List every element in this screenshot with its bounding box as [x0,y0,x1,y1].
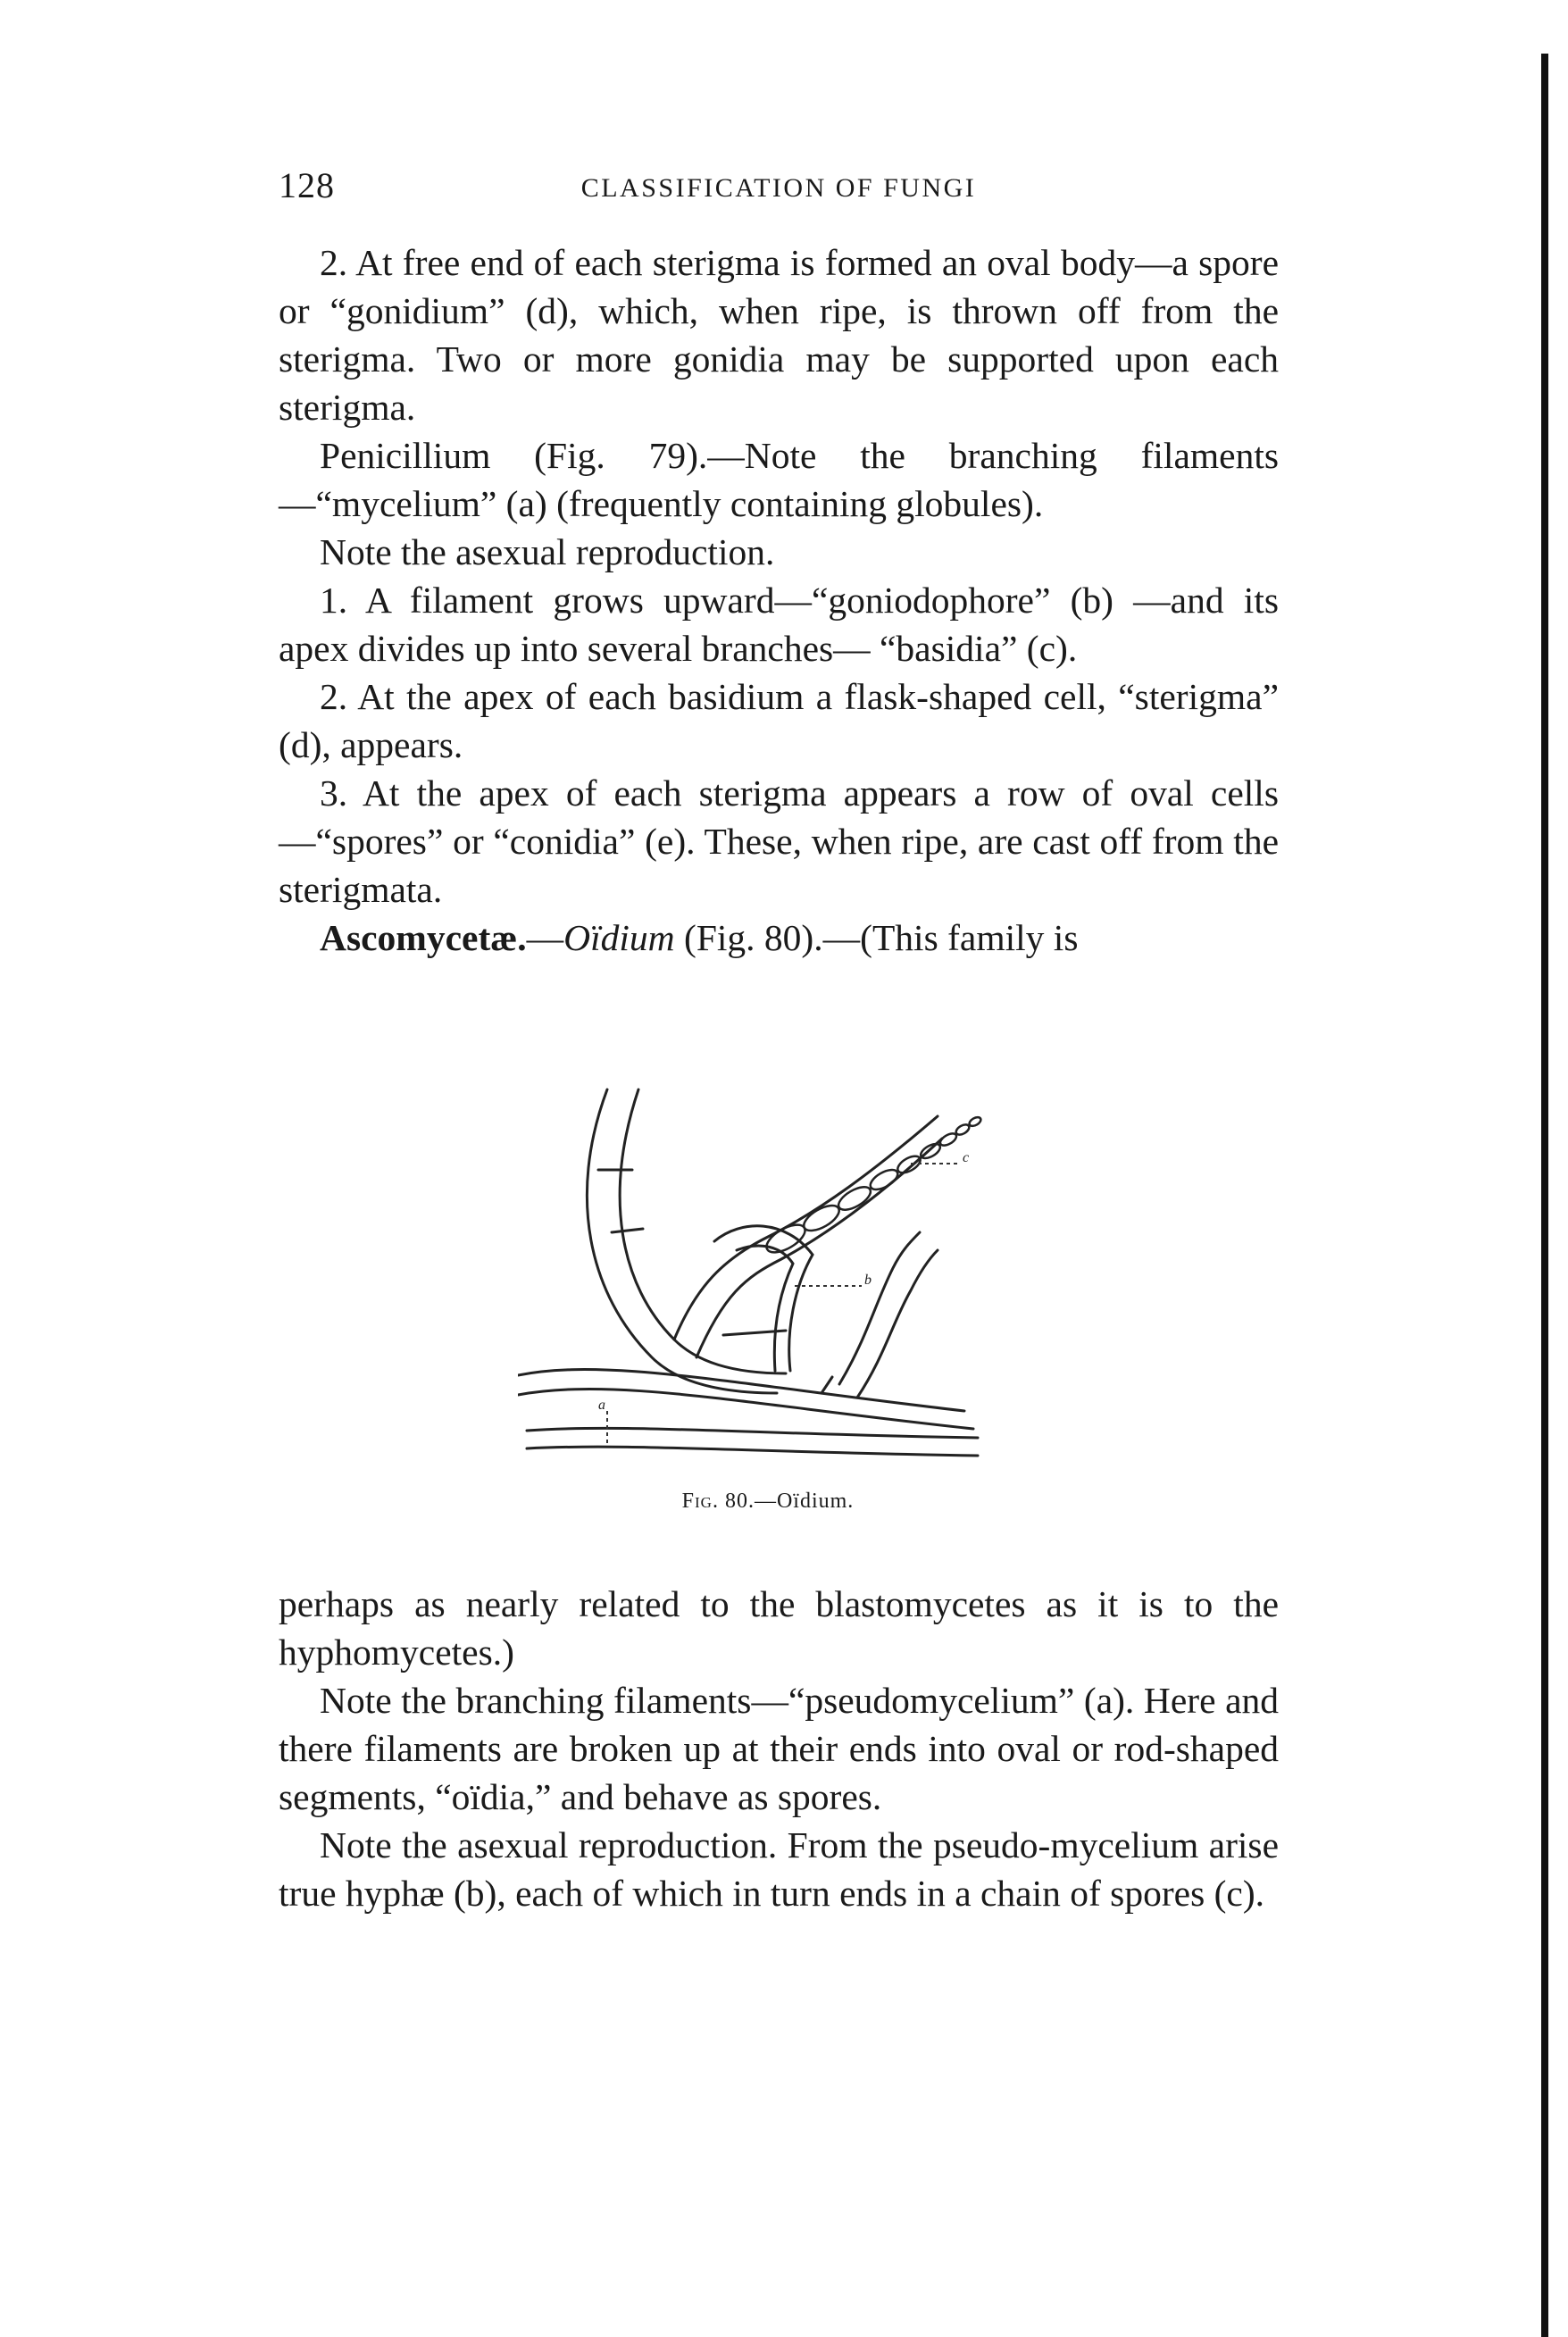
caption-title: —Oïdium. [754,1490,855,1513]
spore-chain-segment [835,1182,874,1214]
ascomycetae-dash: — [526,917,564,958]
spore-chain-segment [955,1123,971,1137]
hypha-base-1 [527,1428,978,1438]
ascomycetae-rest: (Fig. 80).—(This family is [674,917,1079,958]
septum-2 [612,1229,643,1232]
hypha-branch-upper [674,1116,938,1340]
paragraph-goniodophore: 1. A filament grows upward—“goniodophore” (b) —and its apex divides up into several branches— “basidia” (c). [279,580,1279,669]
body-text-top [279,238,1279,962]
figure-oidium [518,1063,1018,1465]
hypha-tall-right [620,1089,786,1373]
paragraph-hyphae: Note the asexual reproduction. From the pseudo-mycelium arise true hyphæ (b), each of which in turn ends in a chain of spores (c). [279,1824,1279,1914]
hypha-base-2 [527,1447,978,1456]
figure-caption [518,1490,1018,1514]
running-head: CLASSIFICATION OF FUNGI [580,173,977,203]
page-header [279,164,1279,209]
body-text-bottom [279,1580,1279,1917]
spore-chain-segment [919,1141,943,1161]
septum-4 [822,1377,832,1393]
ascomycetae-heading: Ascomycetæ. [320,917,527,958]
paragraph-conidia: 3. At the apex of each sterigma appears a row of oval cells—“spores” or “conidia” (e). These, when ripe, are cast off from the sterigmata. [279,772,1279,910]
paragraph-pseudomycelium: Note the branching filaments—“pseudomycelium” (a). Here and there filaments are broken up at their ends into oval or rod-shaped segments, “oïdia,” and behave as spores. [279,1680,1279,1817]
oidium-illustration [518,1063,1018,1465]
hypha-arch-inner [737,1246,793,1371]
label-b: b [864,1273,872,1288]
paragraph-sterigma: 2. At the apex of each basidium a flask-shaped cell, “sterigma” (d), appears. [279,676,1279,765]
paragraph-gonidium: 2. At free end of each sterigma is formed an oval body—a spore or “gonidium” (d), which, when ripe, is thrown off from the sterigma. Two or more gonidia may be supported upon each sterigma. [279,242,1279,428]
label-a: a [598,1398,605,1413]
caption-figure-number: Fig. 80. [681,1490,755,1513]
spore-chain-segment [763,1219,810,1257]
paragraph-continuation: perhaps as nearly related to the blastomycetes as it is to the hyphomycetes.) [279,1583,1279,1673]
hypha-lower-2 [518,1390,973,1429]
page-binding-edge [1541,54,1548,2337]
label-c: c [963,1150,970,1165]
page-number: 128 [279,165,335,205]
paragraph-ascomycetae [279,914,1279,962]
paragraph-asexual-note: Note the asexual reproduction. [320,531,775,572]
oidium-genus: Oïdium [563,917,675,958]
spore-chain-segment [968,1115,982,1128]
spore-chain-segment [938,1131,958,1148]
paragraph-penicillium: Penicillium (Fig. 79).—Note the branching filaments —“mycelium” (a) (frequently containing globules). [279,435,1279,524]
hypha-right-stem [839,1232,920,1384]
